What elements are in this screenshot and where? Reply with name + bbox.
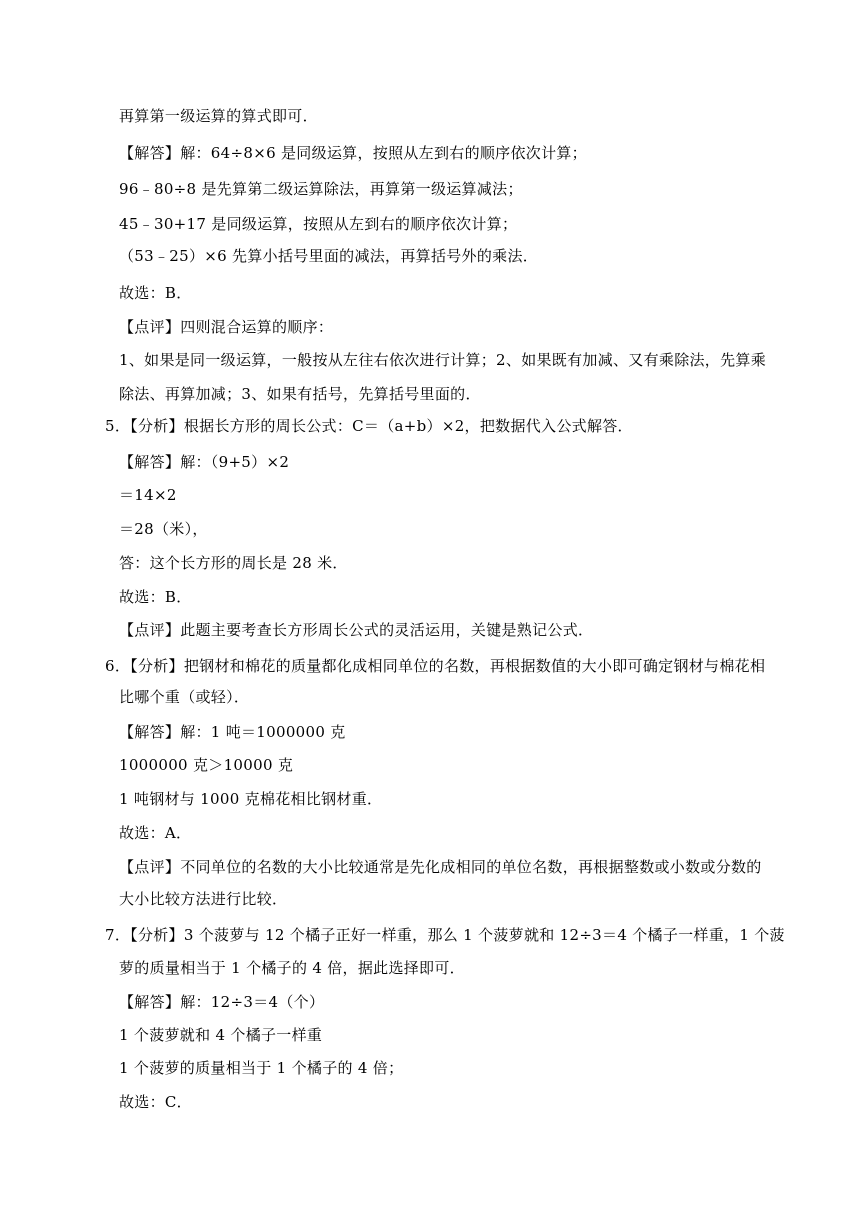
- text-line: 1000000 克＞10000 克: [119, 756, 294, 774]
- question-5-analysis: 5．【分析】根据长方形的周长公式：C＝（a+b）×2，把数据代入公式解答．: [105, 417, 633, 435]
- text-line: 再算第一级运算的算式即可．: [119, 107, 318, 125]
- text-line: 故选：B．: [119, 588, 192, 606]
- text-line: 【解答】解：（9+5）×2: [119, 453, 290, 471]
- text-line: 【解答】解：1 吨＝1000000 克: [119, 723, 346, 741]
- text-line: （53﹣25）×6 先算小括号里面的减法，再算括号外的乘法．: [119, 247, 539, 265]
- text-line: 1 吨钢材与 1000 克棉花相比钢材重．: [119, 790, 383, 808]
- text-line: 故选：C．: [119, 1093, 192, 1111]
- text-line: 1 个菠萝的质量相当于 1 个橘子的 4 倍；: [119, 1059, 404, 1077]
- text-line: 45﹣30+17 是同级运算，按照从左到右的顺序依次计算；: [119, 215, 518, 233]
- text-line: 【解答】解：12÷3＝4（个）: [119, 993, 325, 1011]
- text-line: 【点评】此题主要考查长方形周长公式的灵活运用，关键是熟记公式．: [119, 621, 594, 639]
- text-line: 故选：A．: [119, 824, 192, 842]
- text-line: ＝28（米），: [119, 520, 208, 538]
- text-line: 萝的质量相当于 1 个橘子的 4 倍，据此选择即可．: [119, 959, 465, 977]
- text-line: 比哪个重（或轻）．: [119, 688, 250, 706]
- text-line: 大小比较方法进行比较．: [119, 890, 288, 908]
- question-7-analysis: 7．【分析】3 个菠萝与 12 个橘子正好一样重，那么 1 个菠萝就和 12÷3＝4 个橘子一样重，1 个菠: [105, 926, 785, 944]
- text-line: 1 个菠萝就和 4 个橘子一样重: [119, 1026, 323, 1044]
- text-line: 1、如果是同一级运算，一般按从左往右依次进行计算；2、如果既有加减、又有乘除法，先算乘: [119, 351, 766, 369]
- text-line: 【解答】解：64÷8×6 是同级运算，按照从左到右的顺序依次计算；: [119, 144, 587, 162]
- text-line: 96﹣80÷8 是先算第二级运算除法，再算第一级运算减法；: [119, 180, 523, 198]
- text-line: 【点评】不同单位的名数的大小比较通常是先化成相同的单位名数，再根据整数或小数或分数的: [119, 858, 762, 876]
- text-line: 答：这个长方形的周长是 28 米．: [119, 554, 348, 572]
- question-6-analysis: 6．【分析】把钢材和棉花的质量都化成相同单位的名数，再根据数值的大小即可确定钢材与棉花相: [105, 657, 766, 675]
- text-line: ＝14×2: [119, 486, 177, 504]
- text-line: 【点评】四则混合运算的顺序：: [119, 318, 334, 336]
- text-line: 故选：B．: [119, 284, 192, 302]
- text-line: 除法、再算加减；3、如果有括号，先算括号里面的．: [119, 385, 481, 403]
